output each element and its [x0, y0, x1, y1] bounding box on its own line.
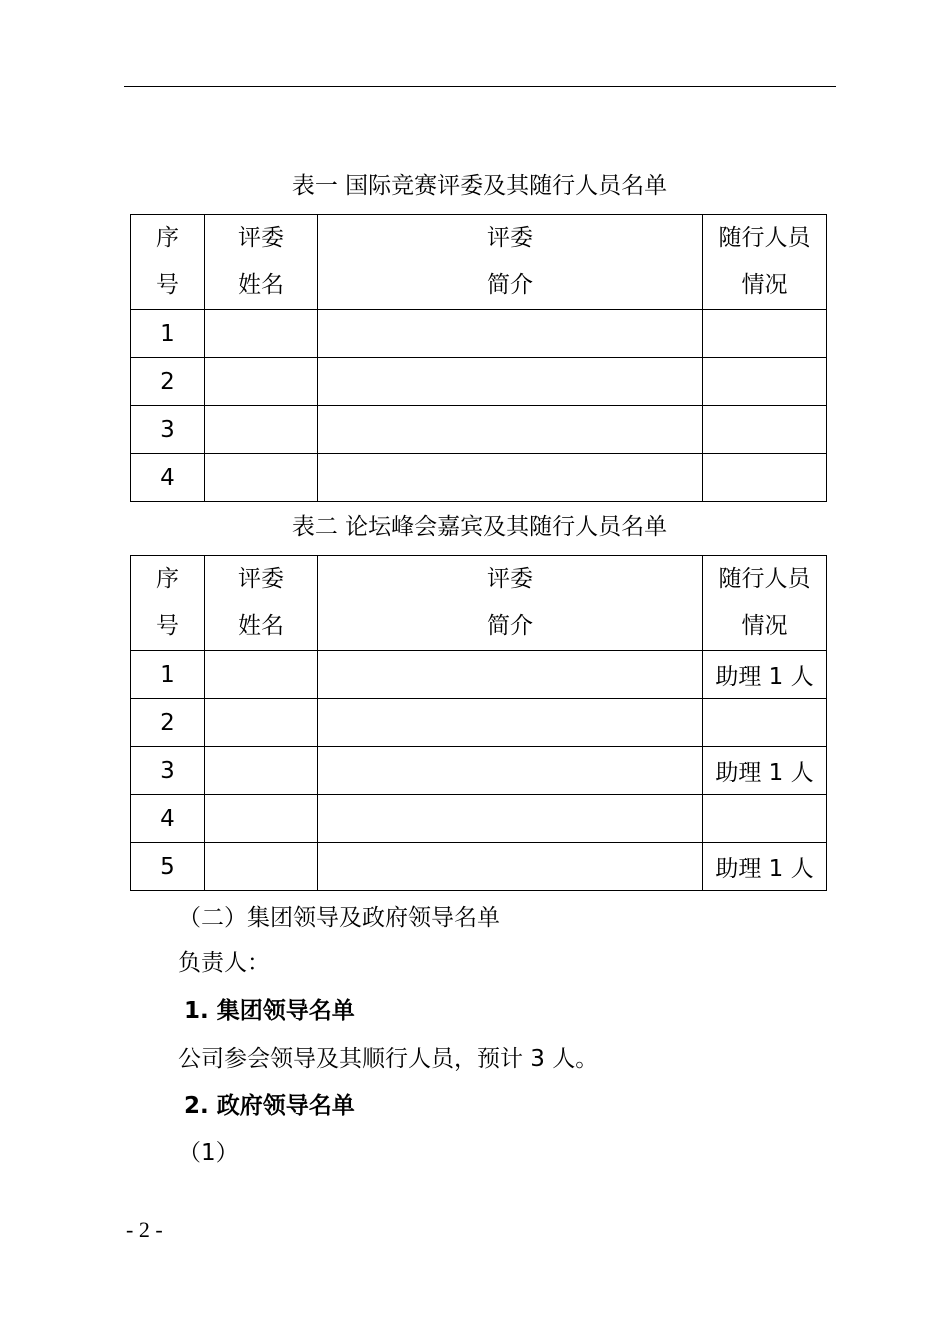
table-row: [131, 795, 827, 843]
group-leaders-text: 公司参会领导及其顺行人员，预计 3 人。: [178, 1046, 599, 1072]
row-number: 1: [131, 310, 205, 358]
table-row: [131, 699, 827, 747]
judge-name-cell: [205, 454, 318, 502]
companions-cell: [703, 795, 827, 843]
judge-intro-cell: [318, 310, 703, 358]
guests-table: [130, 555, 827, 891]
companions-cell: [703, 406, 827, 454]
header-rule: [124, 86, 836, 87]
row-number: 4: [131, 454, 205, 502]
header-cell: 随行人员 情况: [703, 215, 827, 310]
table-row: [131, 651, 827, 699]
row-number: 2: [131, 358, 205, 406]
companions-cell: 助理 1 人: [703, 651, 827, 699]
table-header-row: [131, 556, 827, 651]
row-number: 2: [131, 699, 205, 747]
row-number: 3: [131, 747, 205, 795]
guest-intro-cell: [318, 843, 703, 891]
table-row: [131, 454, 827, 502]
row-number: 5: [131, 843, 205, 891]
section-heading: （二）集团领导及政府领导名单: [178, 905, 500, 931]
table-row: [131, 406, 827, 454]
header-cell: 序 号: [131, 556, 205, 651]
row-number: 1: [131, 651, 205, 699]
judge-name-cell: [205, 358, 318, 406]
guest-intro-cell: [318, 651, 703, 699]
header-cell: 评委 姓名: [205, 215, 318, 310]
judges-table: [130, 214, 827, 502]
table-row: [131, 843, 827, 891]
guest-intro-cell: [318, 747, 703, 795]
judge-name-cell: [205, 406, 318, 454]
guest-name-cell: [205, 843, 318, 891]
companions-cell: 助理 1 人: [703, 843, 827, 891]
guest-intro-cell: [318, 795, 703, 843]
companions-cell: [703, 454, 827, 502]
header-cell: 评委 姓名: [205, 556, 318, 651]
guest-name-cell: [205, 651, 318, 699]
government-leaders-subheading: 2. 政府领导名单: [184, 1093, 355, 1119]
companions-cell: [703, 310, 827, 358]
table-row: [131, 747, 827, 795]
judge-intro-cell: [318, 406, 703, 454]
companions-cell: 助理 1 人: [703, 747, 827, 795]
header-cell: 序 号: [131, 215, 205, 310]
guest-name-cell: [205, 795, 318, 843]
judge-intro-cell: [318, 358, 703, 406]
companions-cell: [703, 358, 827, 406]
responsible-person-label: 负责人：: [178, 950, 270, 976]
guest-name-cell: [205, 747, 318, 795]
header-cell: 评委 简介: [318, 556, 703, 651]
judge-name-cell: [205, 310, 318, 358]
companions-cell: [703, 699, 827, 747]
header-cell: 随行人员 情况: [703, 556, 827, 651]
guest-name-cell: [205, 699, 318, 747]
row-number: 4: [131, 795, 205, 843]
list-item-number: （1）: [178, 1140, 239, 1166]
header-cell: 评委 简介: [318, 215, 703, 310]
group-leaders-subheading: 1. 集团领导名单: [184, 998, 355, 1024]
judge-intro-cell: [318, 454, 703, 502]
table-row: [131, 310, 827, 358]
table1-caption: 表一 国际竞赛评委及其随行人员名单: [291, 173, 668, 199]
table-header-row: [131, 215, 827, 310]
page-number: - 2 -: [126, 1217, 163, 1242]
guest-intro-cell: [318, 699, 703, 747]
row-number: 3: [131, 406, 205, 454]
table2-caption: 表二 论坛峰会嘉宾及其随行人员名单: [291, 514, 668, 540]
table-row: [131, 358, 827, 406]
